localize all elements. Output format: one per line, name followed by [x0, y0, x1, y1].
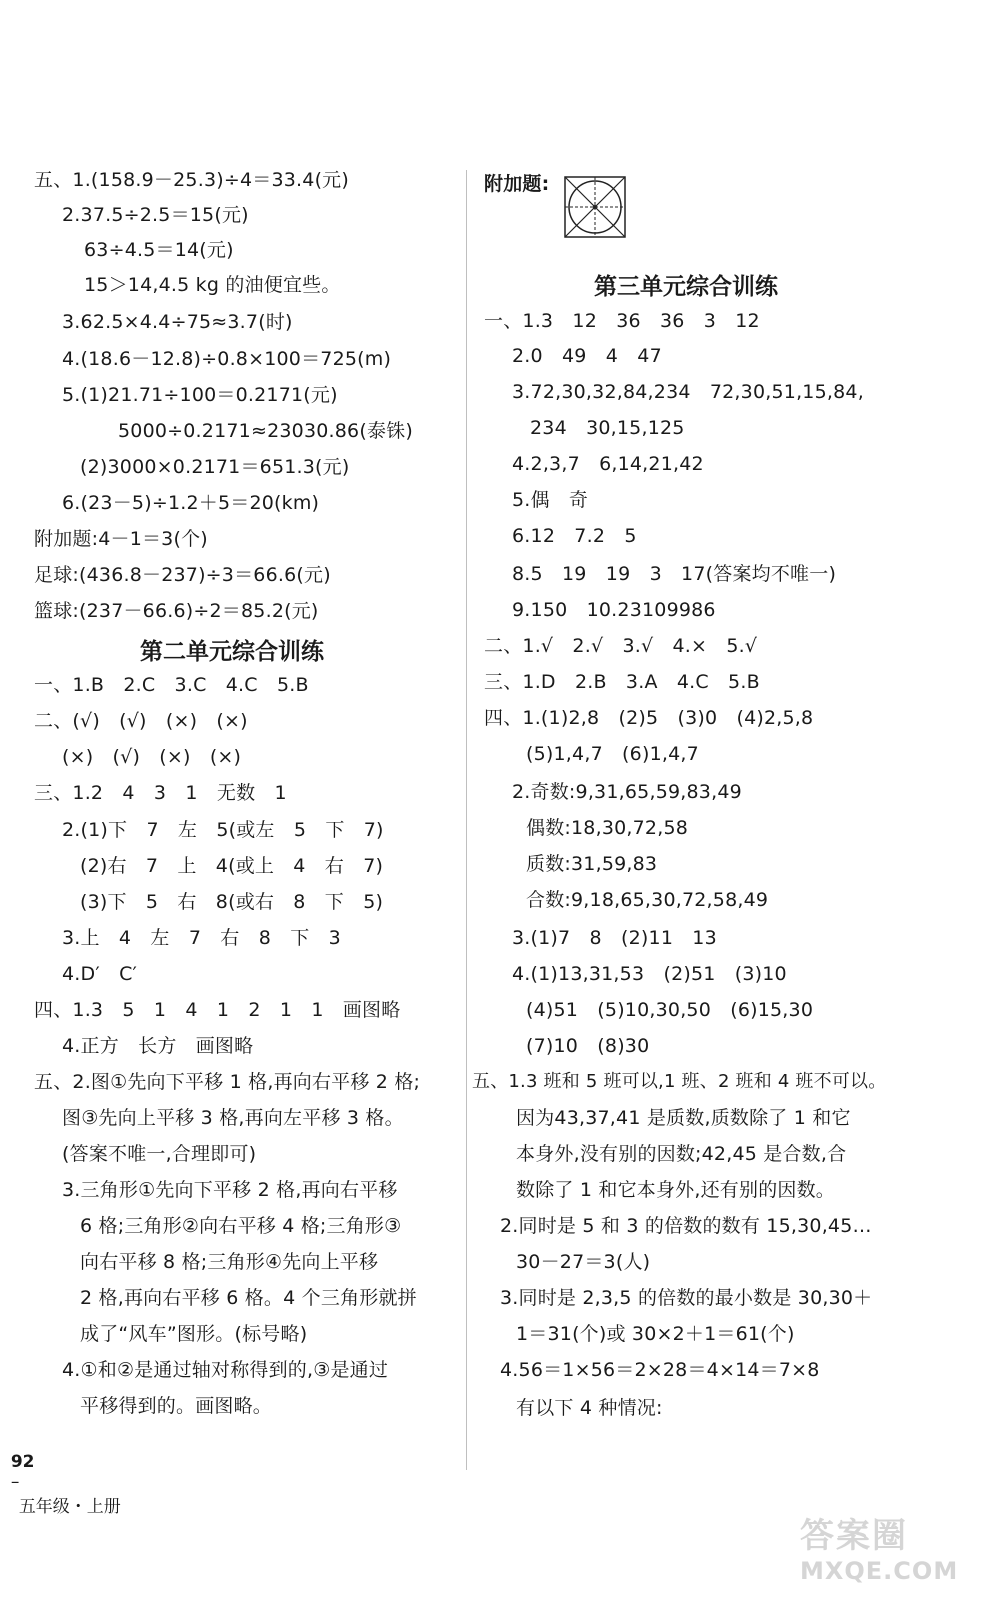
answer-line: 数除了 1 和它本身外,还有别的因数。 [516, 1179, 836, 1201]
answer-line: 合数:9,18,65,30,72,58,49 [526, 889, 769, 911]
answer-line: 3.三角形①先向下平移 2 格,再向右平移 [62, 1179, 398, 1201]
answer-line: 五、1.3 班和 5 班可以,1 班、2 班和 4 班不可以。 [472, 1071, 887, 1092]
answer-line: 四、1.3 5 1 4 1 2 1 1 画图略 [34, 999, 401, 1021]
answer-line: 9.150 10.23109986 [512, 599, 716, 621]
answer-line: 2.0 49 4 47 [512, 345, 662, 367]
answer-line: 五、1.(158.9－25.3)÷4＝33.4(元) [34, 169, 349, 191]
answer-line: 一、1.3 12 36 36 3 12 [484, 310, 760, 332]
answer-line: 4.56＝1×56＝2×28＝4×14＝7×8 [500, 1359, 820, 1381]
answer-line: 2.(1)下 7 左 5(或左 5 下 7) [62, 819, 384, 841]
watermark-url: MXQE.COM [800, 1557, 959, 1585]
answer-line: 二、(√) (√) (×) (×) [34, 710, 248, 732]
page-number: 92 [10, 1452, 35, 1472]
answer-line: 三、1.D 2.B 3.A 4.C 5.B [484, 671, 760, 693]
answer-line: (5)1,4,7 (6)1,4,7 [526, 743, 699, 765]
appendix-label: 附加题: [484, 173, 550, 195]
section-heading: 第二单元综合训练 [140, 639, 324, 665]
answer-line: 5000÷0.2171≈23030.86(泰铢) [118, 420, 413, 442]
answer-line: 五、2.图①先向下平移 1 格,再向右平移 2 格; [34, 1071, 421, 1093]
answer-line: 附加题:4－1＝3(个) [34, 528, 208, 550]
answer-line: 偶数:18,30,72,58 [526, 817, 689, 839]
answer-line: 篮球:(237－66.6)÷2＝85.2(元) [34, 600, 319, 622]
answer-line: 5.偶 奇 [512, 489, 589, 511]
answer-line: 质数:31,59,83 [526, 853, 658, 875]
answer-line: 平移得到的。画图略。 [80, 1395, 273, 1417]
answer-line: 向右平移 8 格;三角形④先向上平移 [80, 1251, 379, 1273]
answer-line: 6 格;三角形②向右平移 4 格;三角形③ [80, 1215, 402, 1237]
answer-line: 二、1.√ 2.√ 3.√ 4.× 5.√ [484, 635, 758, 657]
page-footer [0, 1432, 121, 1517]
answer-line: 图③先向上平移 3 格,再向左平移 3 格。 [62, 1107, 404, 1129]
answer-line: 6.12 7.2 5 [512, 525, 637, 547]
answer-line: 一、1.B 2.C 3.C 4.C 5.B [34, 674, 309, 696]
grade-label: 五年级・上册 [18, 1497, 121, 1517]
answer-line: 4.(1)13,31,53 (2)51 (3)10 [512, 963, 787, 985]
answer-line: 234 30,15,125 [530, 417, 685, 439]
answer-line: 3.72,30,32,84,234 72,30,51,15,84, [512, 381, 864, 403]
section-heading: 第三单元综合训练 [594, 274, 778, 300]
answer-line: 4.D′ C′ [62, 963, 138, 985]
answer-line: 4.2,3,7 6,14,21,42 [512, 453, 704, 475]
answer-line: 8.5 19 19 3 17(答案均不唯一) [512, 563, 837, 585]
answer-line: (4)51 (5)10,30,50 (6)15,30 [526, 999, 814, 1021]
answer-line: (7)10 (8)30 [526, 1035, 650, 1057]
answer-line: 有以下 4 种情况: [516, 1397, 663, 1419]
answer-line: 3.同时是 2,3,5 的倍数的最小数是 30,30＋ [500, 1287, 873, 1309]
answer-line: 足球:(436.8－237)÷3＝66.6(元) [34, 564, 331, 586]
answer-line: 3.上 4 左 7 右 8 下 3 [62, 927, 341, 949]
answer-line: (2)3000×0.2171＝651.3(元) [80, 456, 350, 478]
answer-line: 1＝31(个)或 30×2＋1＝61(个) [516, 1323, 795, 1345]
answer-line: 63÷4.5＝14(元) [84, 239, 234, 261]
answer-line: 2.奇数:9,31,65,59,83,49 [512, 781, 742, 803]
answer-line: 15＞14,4.5 kg 的油便宜些。 [84, 274, 341, 296]
watermark-logo-text: 答案圈 [800, 1516, 908, 1556]
answer-line: 30－27＝3(人) [516, 1251, 651, 1273]
answer-line: 6.(23－5)÷1.2＋5＝20(km) [62, 492, 320, 514]
answer-line: 2.37.5÷2.5＝15(元) [62, 204, 249, 226]
answer-line: 4.(18.6－12.8)÷0.8×100＝725(m) [62, 348, 392, 370]
answer-line: (答案不唯一,合理即可) [62, 1143, 257, 1165]
appendix-figure [560, 172, 630, 242]
answer-line: 4.正方 长方 画图略 [62, 1035, 254, 1057]
watermark [800, 1508, 958, 1585]
answer-line: (×) (√) (×) (×) [62, 746, 242, 768]
answer-line: (3)下 5 右 8(或右 8 下 5) [80, 891, 384, 913]
answer-line: 成了“风车”图形。(标号略) [80, 1323, 308, 1345]
answer-line: 2.同时是 5 和 3 的倍数的数有 15,30,45… [500, 1215, 872, 1237]
answer-line: 本身外,没有别的因数;42,45 是合数,合 [516, 1143, 847, 1165]
answer-line: 3.62.5×4.4÷75≈3.7(时) [62, 311, 293, 333]
answer-line: 4.①和②是通过轴对称得到的,③是通过 [62, 1359, 389, 1381]
answer-line: 三、1.2 4 3 1 无数 1 [34, 782, 287, 804]
footer-dash: – [10, 1472, 20, 1492]
answer-line: 5.(1)21.71÷100＝0.2171(元) [62, 384, 338, 406]
column-divider [466, 170, 467, 1470]
answer-line: (2)右 7 上 4(或上 4 右 7) [80, 855, 384, 877]
answer-line: 因为43,37,41 是质数,质数除了 1 和它 [516, 1107, 851, 1129]
answer-line: 2 格,再向右平移 6 格。4 个三角形就拼 [80, 1287, 417, 1309]
answer-line: 3.(1)7 8 (2)11 13 [512, 927, 717, 949]
answer-line: 四、1.(1)2,8 (2)5 (3)0 (4)2,5,8 [484, 707, 814, 729]
